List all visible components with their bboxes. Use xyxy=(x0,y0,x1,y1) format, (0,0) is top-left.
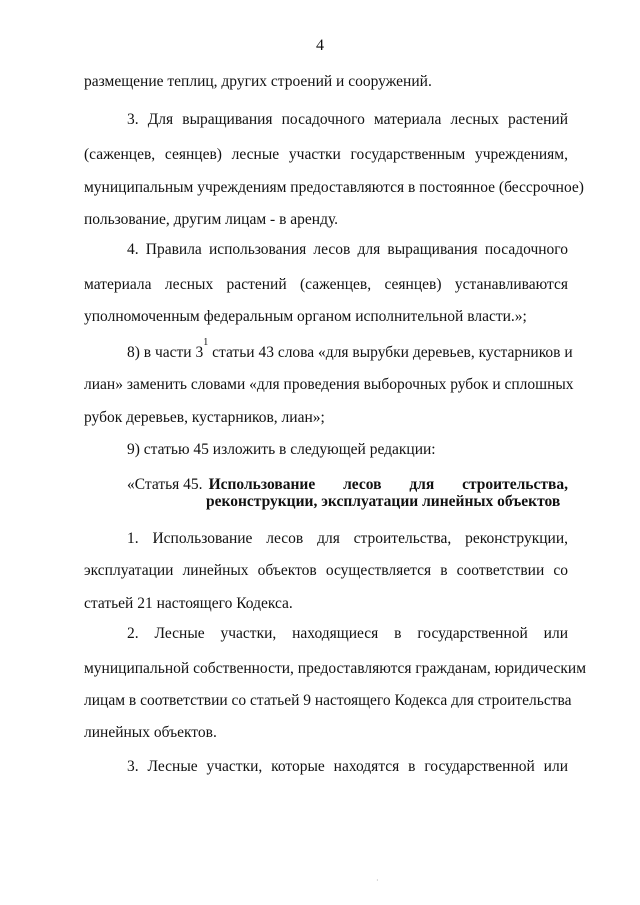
text-line: 4. Правила использования лесов для выращивания посадочного xyxy=(127,241,568,258)
text-line: материала лесных растений (саженцев, сеянцев) устанавливаются xyxy=(84,276,568,293)
article-title-line2: реконструкции, эксплуатации линейных объектов xyxy=(206,493,561,510)
text-fragment: 8) в части 3 xyxy=(127,344,204,361)
text-line: 2. Лесные участки, находящиеся в государственной или xyxy=(127,625,568,642)
page-number: 4 xyxy=(316,37,324,54)
superscript: 1 xyxy=(203,337,209,348)
text-line: (саженцев, сеянцев) лесные участки государственным учреждениям, xyxy=(84,146,568,163)
text-line: 9) статью 45 изложить в следующей редакции: xyxy=(127,441,436,458)
text-line: лицам в соответствии со статьей 9 настоящего Кодекса для строительства xyxy=(84,692,572,709)
text-line: муниципальным учреждениям предоставляются в постоянное (бессрочное) xyxy=(84,179,584,196)
text-fragment: статьи 43 слова «для вырубки деревьев, кустарников и xyxy=(208,344,573,361)
text-line xyxy=(127,337,573,363)
text-line: муниципальной собственности, предоставляются гражданам, юридическим xyxy=(84,660,587,677)
text-line: 3. Для выращивания посадочного материала лесных растений xyxy=(127,111,568,128)
article-label: «Статья 45. xyxy=(127,476,203,493)
scan-mark: · xyxy=(376,876,379,885)
text-line: размещение теплиц, других строений и сооружений. xyxy=(84,73,432,90)
text-line: пользование, другим лицам - в аренду. xyxy=(84,211,339,228)
text-line: статьей 21 настоящего Кодекса. xyxy=(84,595,293,612)
text-line: рубок деревьев, кустарников, лиан»; xyxy=(84,409,325,426)
text-line: уполномоченным федеральным органом исполнительной власти.»; xyxy=(84,308,527,325)
text-line: эксплуатации линейных объектов осуществляется в соответствии со xyxy=(84,562,568,579)
text-line: лиан» заменить словами «для проведения выборочных рубок и сплошных xyxy=(84,376,574,393)
article-title-line1: Использование лесов для строительства, xyxy=(208,476,568,493)
text-line: 1. Использование лесов для строительства, реконструкции, xyxy=(127,530,568,547)
text-line: линейных объектов. xyxy=(84,724,217,741)
text-line: 3. Лесные участки, которые находятся в государственной или xyxy=(127,758,568,775)
